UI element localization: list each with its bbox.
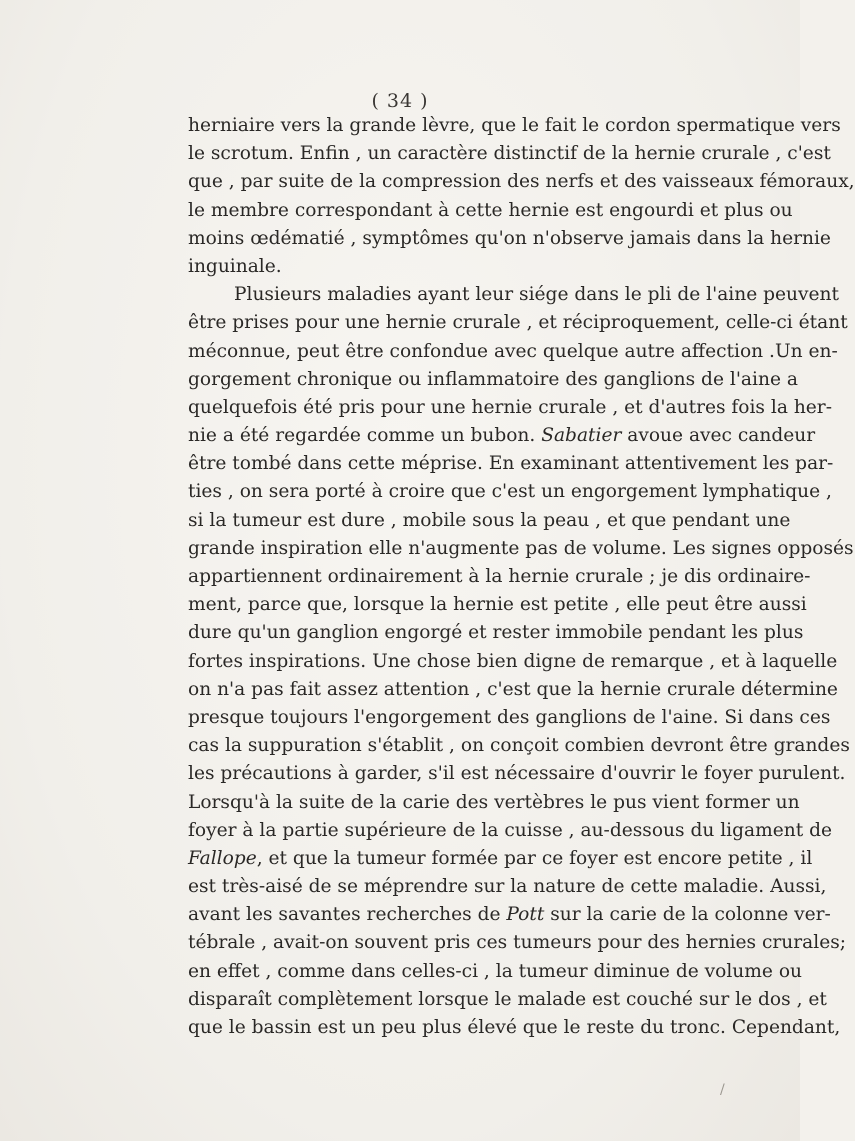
text-line: Lorsqu'à la suite de la carie des vertèbres le pus vient former un (188, 791, 800, 813)
text-line: fortes inspirations. Une chose bien digne de remarque , et à laquelle (188, 650, 838, 672)
text-line: on n'a pas fait assez attention , c'est que la hernie crurale détermine (188, 678, 838, 700)
text-line: méconnue, peut être confondue avec quelque autre affection .Un en- (188, 340, 838, 362)
body-text (188, 112, 855, 1042)
text-line: disparaît complètement lorsque le malade est couché sur le dos , et (188, 988, 827, 1010)
text-line: le scrotum. Enfin , un caractère distinctif de la hernie crurale , c'est (188, 143, 831, 165)
text-line: tébrale , avait-on souvent pris ces tumeurs pour des hernies crurales; (188, 932, 847, 954)
italic-name: Pott (506, 904, 545, 926)
text-line: que , par suite de la compression des nerfs et des vaisseaux fémoraux, (188, 171, 855, 193)
text-line: herniaire vers la grande lèvre, que le fait le cordon spermatique vers (188, 115, 841, 136)
text-segment: sur la carie de la colonne ver- (544, 904, 831, 926)
text-line: dure qu'un ganglion engorgé et rester immobile pendant les plus (188, 622, 804, 644)
text-segment: avoue avec candeur (621, 425, 816, 447)
text-line: si la tumeur est dure , mobile sous la peau , et que pendant une (188, 509, 791, 531)
page-number: ( 34 ) (371, 90, 429, 112)
italic-name: Fallope (188, 847, 257, 869)
text-line: quelquefois été pris pour une hernie crurale , et d'autres fois la her- (188, 396, 832, 418)
text-line: en effet , comme dans celles-ci , la tumeur diminue de volume ou (188, 960, 802, 982)
text-line: être tombé dans cette méprise. En examinant attentivement les par- (188, 453, 834, 475)
text-line: le membre correspondant à cette hernie est engourdi et plus ou (188, 199, 793, 221)
text-line: inguinale. (188, 255, 282, 277)
text-segment: avant les savantes recherches de (188, 904, 507, 926)
text-line: cas la suppuration s'établit , on conçoit combien devront être grandes (188, 735, 850, 757)
text-line: Plusieurs maladies ayant leur siége dans le pli de l'aine peuvent (234, 284, 839, 306)
paper-mark: / (720, 1082, 725, 1098)
text-line: foyer à la partie supérieure de la cuisse , au-dessous du ligament de (188, 819, 833, 841)
text-line: presque toujours l'engorgement des ganglions de l'aine. Si dans ces (188, 706, 831, 728)
text-line: gorgement chronique ou inflammatoire des ganglions de l'aine a (188, 368, 798, 390)
text-segment: , et que la tumeur formée par ce foyer est encore petite , il (256, 847, 813, 869)
text-line (188, 845, 813, 873)
text-line: est très-aisé de se méprendre sur la nature de cette maladie. Aussi, (188, 876, 827, 898)
text-line: que le bassin est un peu plus élevé que le reste du tronc. Cependant, (188, 1017, 841, 1038)
text-line: appartiennent ordinairement à la hernie crurale ; je dis ordinaire- (188, 566, 811, 587)
italic-name: Sabatier (541, 425, 622, 447)
text-line: être prises pour une hernie crurale , et réciproquement, celle-ci étant (188, 312, 848, 334)
text-line (188, 422, 816, 450)
text-line: grande inspiration elle n'augmente pas de volume. Les signes opposés (188, 537, 854, 559)
text-line: ment, parce que, lorsque la hernie est petite , elle peut être aussi (188, 594, 807, 616)
text-line (188, 901, 831, 929)
text-segment: nie a été regardée comme un bubon. (188, 425, 542, 447)
text-line: ties , on sera porté à croire que c'est un engorgement lymphatique , (188, 481, 832, 503)
text-line: moins œdématié , symptômes qu'on n'observe jamais dans la hernie (188, 227, 831, 249)
text-line: les précautions à garder, s'il est nécessaire d'ouvrir le foyer purulent. (188, 763, 846, 785)
